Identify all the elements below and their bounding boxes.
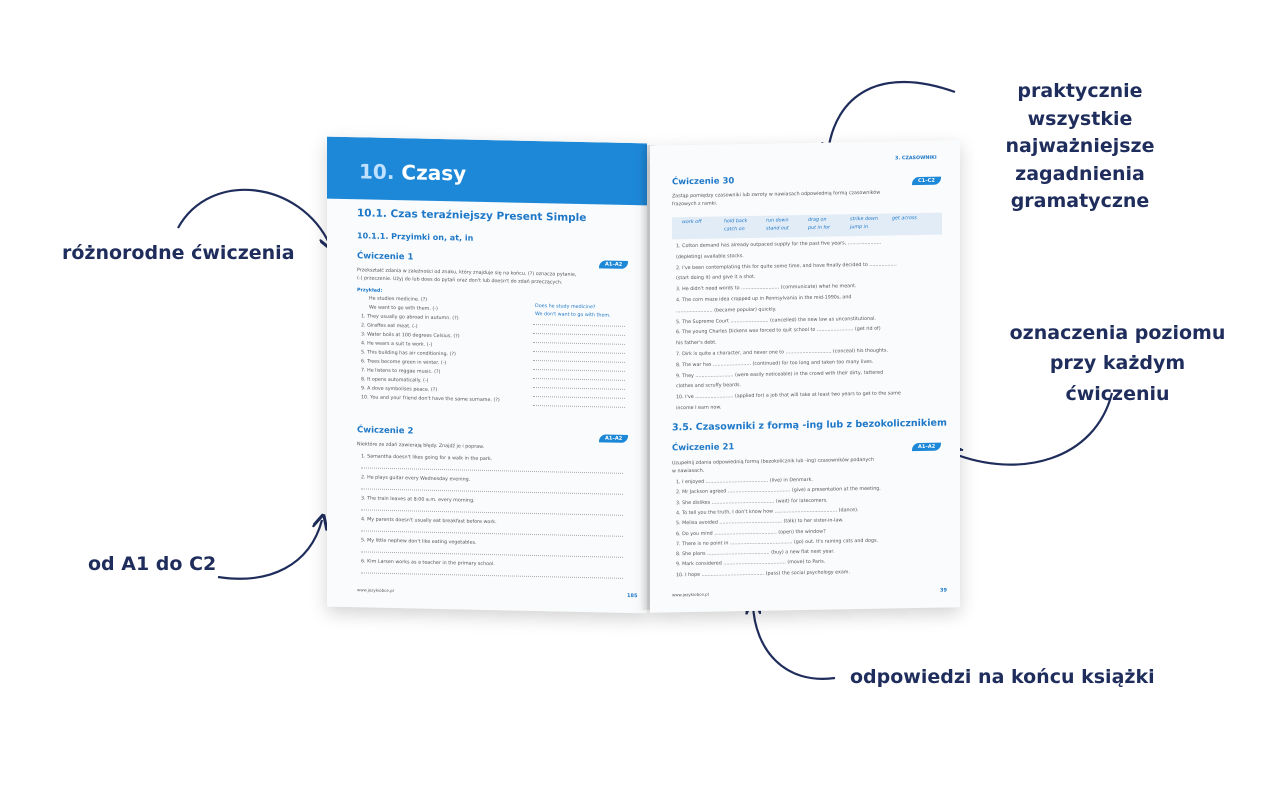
answer-line[interactable] <box>533 396 625 399</box>
phrasal-verb: run down <box>766 218 789 224</box>
exercise-30-title: Ćwiczenie 30 <box>672 176 735 188</box>
list-item: 2. Mr Jackson agreed ......................................... (give) a presentation at the meeting. <box>676 486 881 496</box>
list-item: 3. Water boils at 100 degrees Celsius. (?) <box>361 332 460 340</box>
chapter-banner <box>327 137 647 206</box>
list-item: 6. Kim Larsen works as a teacher in the primary school. <box>361 559 495 568</box>
answer-line[interactable] <box>533 324 625 327</box>
running-head: 3. CZASOWNIKI <box>895 155 937 162</box>
exercise-1-instruction-2: (-) przeczenie. Użyj do lub does do pytań oraz don't lub doesn't do zdań przeczących. <box>357 276 563 286</box>
answer-line[interactable] <box>533 387 625 390</box>
arrow-exercises <box>178 190 330 245</box>
list-item: 3. He didn't need words to ......................... (communicate) what he meant. <box>676 284 857 293</box>
list-item: ........................ (became popular) quickly. <box>676 307 777 315</box>
exercise-1-title: Ćwiczenie 1 <box>357 251 414 263</box>
answer-line[interactable] <box>361 488 623 494</box>
exercise-30-instruction-1: Zastąp pomiędzy czasowniki lub zwroty w nawiasach odpowiednią formą czasowników <box>672 190 881 200</box>
phrasal-verb: work off <box>682 219 702 226</box>
callout-level-marks-line-1: oznaczenia poziomu <box>1009 322 1226 344</box>
exercise-2-instruction: Niektóre ze zdań zawierają błędy. Znajdź je i popraw. <box>357 442 485 450</box>
exercise-21-title: Ćwiczenie 21 <box>672 442 735 454</box>
list-item: 5. My little nephew don't like eating vegetables. <box>361 538 477 546</box>
arrow-levels-range <box>218 520 322 579</box>
list-item: 8. She plans ......................................... (buy) a new flat next year. <box>676 549 835 558</box>
list-item: 8. It opens automatically. (-) <box>361 377 429 384</box>
callout-answers: odpowiedzi na końcu książki <box>850 666 1155 688</box>
list-item: 6. Trees become green in winter. (-) <box>361 359 447 367</box>
answer-line[interactable] <box>361 551 623 557</box>
list-item: 3. The train leaves at 8:00 a.m. every morning. <box>361 496 475 504</box>
list-item: 4. The corn maze idea cropped up in Pennsylvania in the mid-1990s, and <box>676 295 852 304</box>
list-item: 1. Cotton demand has already outpaced supply for the past five years, ...................... <box>676 240 882 250</box>
arrow-answers <box>753 605 835 679</box>
list-item: 8. The war has ......................... (continued) for too long and taken too many lives. <box>676 359 874 369</box>
list-item: 9. A dove symbolises peace. (?) <box>361 386 438 393</box>
callout-levels-range: od A1 do C2 <box>88 553 217 575</box>
list-item: 7. Dirk is quite a character, and never one to .............................. (conceal) his thoughts. <box>676 348 888 358</box>
answer-line[interactable] <box>361 530 623 536</box>
list-item: 3. She dislikes ......................................... (wait) for latecomers. <box>676 498 828 506</box>
chapter-title <box>359 159 466 185</box>
phrasal-verb: get across <box>892 216 917 222</box>
answer-line[interactable] <box>533 342 625 345</box>
list-item: 1. They usually go abroad in autumn. (?) <box>361 314 459 322</box>
list-item: clothes and scruffy beards. <box>676 383 742 390</box>
phrasal-verb: catch on <box>724 227 745 233</box>
left-page-number: 185 <box>627 592 638 600</box>
list-item: income I earn now. <box>676 405 722 412</box>
example-label: Przykład: <box>357 288 383 294</box>
left-footer: www.jezykiobce.pl <box>357 587 394 594</box>
right-page <box>650 140 960 612</box>
list-item: 9. They ......................... (were easily noticeable) in the crowd with their dirty, tattered <box>676 370 884 379</box>
chapter-number: 10. <box>359 159 395 185</box>
list-item: 2. Giraffes eat meat. (-) <box>361 323 418 330</box>
level-badge-ex21: A1–A2 <box>912 443 941 452</box>
list-item: 2. He plays guitar every Wednesday evening. <box>361 475 471 483</box>
callout-grammar-line-2: najważniejsze <box>1005 135 1155 158</box>
callout-level-marks <box>995 318 1240 409</box>
example-2: We want to go with them. (-) <box>369 305 438 312</box>
answer-line[interactable] <box>533 405 625 408</box>
list-item: 10. I hope ......................................... (pass) the social psychology exam. <box>676 569 850 578</box>
list-item: 6. The young Charles Dickens was forced to quit school to ........................ (get rid of) <box>676 327 881 336</box>
exercise-21-instruction-1: Uzupełnij zdania odpowiednią formą (bezokolicznik lub -ing) czasowników podanych <box>672 457 874 467</box>
list-item: 7. He listens to reggae music. (?) <box>361 368 441 376</box>
list-item: his father's debt. <box>676 340 717 347</box>
example-answer-2: We don't want to go with them. <box>535 312 611 319</box>
answer-line[interactable] <box>533 351 625 354</box>
answer-line[interactable] <box>533 378 625 381</box>
list-item: 5. Melisa avoided ......................................... (talk) to her sister-in-law. <box>676 518 844 527</box>
list-item: 6. Do you mind ......................................... (open) the window? <box>676 529 826 537</box>
answer-line[interactable] <box>533 333 625 336</box>
phrasal-verb: put in for <box>808 225 830 231</box>
callout-level-marks-line-2: przy każdym ćwiczeniu <box>1049 352 1186 405</box>
callout-grammar-line-3: zagadnienia <box>1015 162 1145 185</box>
list-item: (start doing it) and give it a shot. <box>676 275 756 282</box>
exercise-21-instruction-2: w nawiasach. <box>672 468 705 475</box>
list-item: (depleting) available stocks. <box>676 253 744 261</box>
left-page <box>327 137 647 614</box>
answer-line[interactable] <box>533 369 625 372</box>
list-item: 1. Samantha doesn't likes going for a walk in the park. <box>361 454 493 463</box>
chapter-name: Czasy <box>401 160 467 186</box>
list-item: 4. He wears a suit to work. (-) <box>361 341 433 348</box>
level-badge-ex2: A1–A2 <box>599 434 628 443</box>
phrasal-verb: stand out <box>766 226 789 232</box>
level-badge-ex30: C1–C2 <box>912 177 941 186</box>
phrasal-verb: strike down <box>850 216 878 223</box>
answer-line[interactable] <box>361 509 623 515</box>
right-page-number: 39 <box>940 587 947 594</box>
exercise-30-instruction-2: frazowych z ramki. <box>672 201 718 208</box>
list-item: 4. My parents doesn't usually eat breakfast before work. <box>361 517 497 526</box>
answer-line[interactable] <box>361 572 623 578</box>
callout-grammar <box>965 78 1195 216</box>
answer-line[interactable] <box>533 360 625 363</box>
list-item: 4. To tell you the truth, I don't know how ......................................... (dance). <box>676 507 859 517</box>
answer-line[interactable] <box>361 467 623 473</box>
phrasal-verb: hold back <box>724 219 748 225</box>
exercise-2-title: Ćwiczenie 2 <box>357 425 414 437</box>
example-answer-1: Does he study medicine? <box>535 304 596 311</box>
list-item: 9. Mark considered ......................................... (move) to Paris. <box>676 560 826 568</box>
example-1: He studies medicine. (?) <box>369 296 428 303</box>
section-heading-3-5: 3.5. Czasowniki z formą -ing lub z bezokolicznikiem <box>672 417 947 434</box>
list-item: 2. I've been contemplating this for quite some time, and have finally decided to .................. <box>676 261 897 271</box>
callout-grammar-line-4: gramatyczne <box>1010 190 1150 213</box>
phrasal-verb: jump in <box>850 224 868 231</box>
phrasal-verb: drag on <box>808 217 827 223</box>
list-item: 5. The Supreme Court ......................... (cancelled) the new law as unconstitutional. <box>676 316 876 325</box>
section-heading: 10.1. Czas teraźniejszy Present Simple <box>357 207 587 225</box>
callout-exercises: różnorodne ćwiczenia <box>62 242 295 264</box>
list-item: 10. I've ......................... (applied for) a job that will take at least two years to get to the same <box>676 391 901 401</box>
list-item: 5. This building has air conditioning. (?) <box>361 350 456 358</box>
list-item: 10. You and your friend don't have the same surname. (?) <box>361 395 500 404</box>
subsection-heading: 10.1.1. Przyimki on, at, in <box>357 231 474 243</box>
callout-grammar-line-1: praktycznie wszystkie <box>1017 80 1143 130</box>
list-item: 1. I enjoyed ......................................... (live) in Denmark. <box>676 477 813 486</box>
level-badge-ex1: A1–A2 <box>599 260 628 269</box>
list-item: 7. There is no point in ......................................... (go) out. It's raining cats and dogs. <box>676 538 879 548</box>
exercise-1-instruction-1: Przekształć zdania w zależności od znaku, który znajduje się na końcu. (?) oznacza pytanie, <box>357 268 577 278</box>
right-footer: www.jezykiobce.pl <box>672 591 709 598</box>
